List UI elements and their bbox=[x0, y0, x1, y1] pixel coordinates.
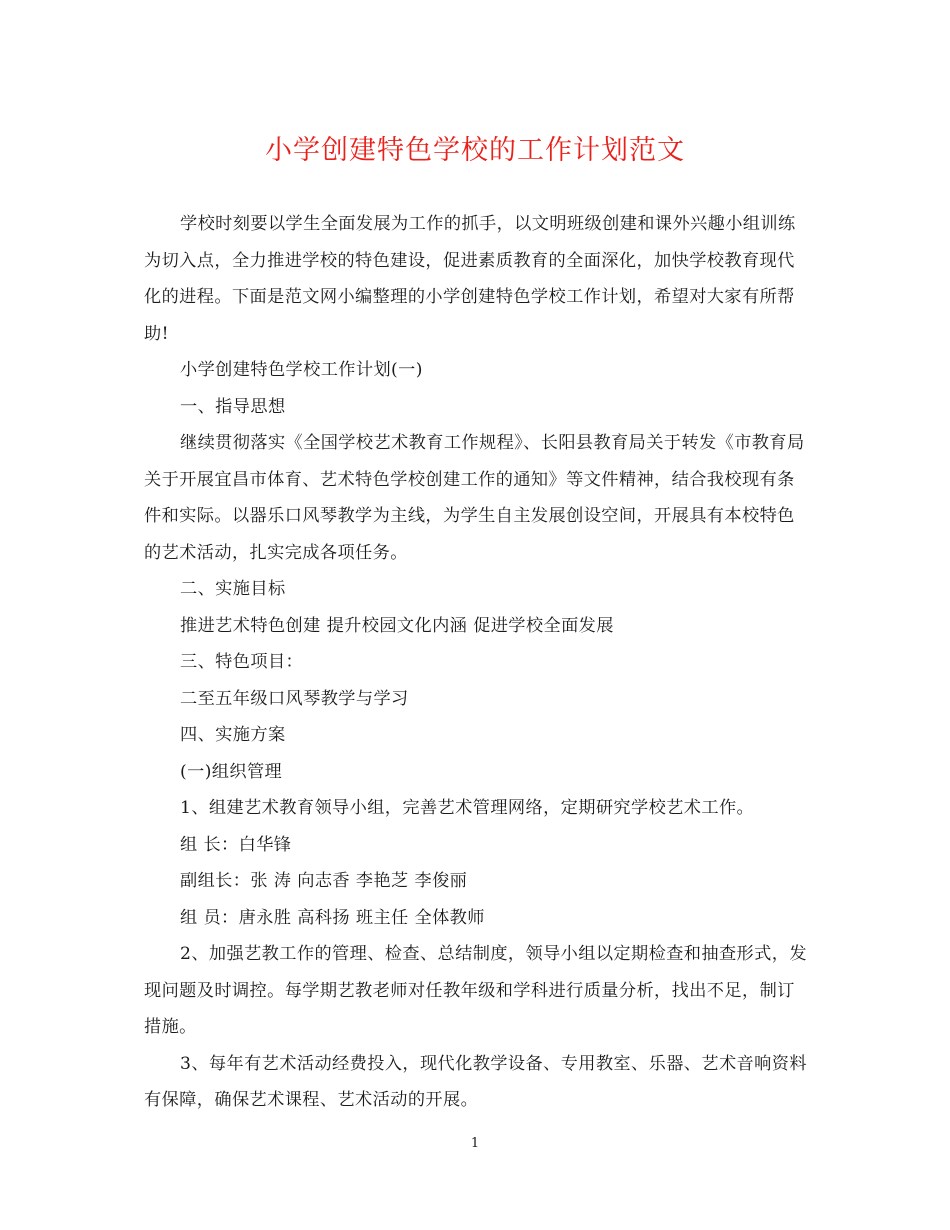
section-heading-goals: 二、实施目标 bbox=[180, 579, 286, 599]
subsection-heading-organization: (一)组织管理 bbox=[180, 761, 283, 782]
paragraph-featured-project: 二至五年级口风琴教学与学习 bbox=[180, 688, 409, 709]
page-number: 1 bbox=[470, 1136, 480, 1151]
section-heading-featured-project: 三、特色项目： bbox=[180, 652, 304, 672]
section-heading-guiding-ideology: 一、指导思想 bbox=[180, 396, 286, 417]
paragraph-intro: 学校时刻要以学生全面发展为工作的抓手，以文明班级创建和课外兴趣小组训练为切入点，全力推进学校的特色建设，促进素质教育的全面深化，加快学校教育现代化的进程。下面是范文网小编整理的小学创建特色学校工作计划，希望对大家有所帮助! bbox=[144, 214, 796, 344]
section-heading-implementation: 四、实施方案 bbox=[180, 725, 286, 745]
document-title: 小学创建特色学校的工作计划范文 bbox=[265, 135, 685, 166]
paragraph-item-3: 3、每年有艺术活动经费投入，现代化教学设备、专用教室、乐器、艺术音响资料有保障，确保艺术课程、艺术活动的开展。 bbox=[144, 1053, 807, 1110]
paragraph-leader: 组 长：白华锋 bbox=[180, 834, 292, 855]
paragraph-goals: 推进艺术特色创建 提升校园文化内涵 促进学校全面发展 bbox=[180, 615, 614, 636]
paragraph-plan-heading: 小学创建特色学校工作计划(一) bbox=[180, 360, 423, 380]
paragraph-item-2: 2、加强艺教工作的管理、检查、总结制度，领导小组以定期检查和抽查形式，发现问题及时调控。每学期艺教老师对任教年级和学科进行质量分析，找出不足，制订措施。 bbox=[144, 944, 807, 1037]
paragraph-item-1: 1、组建艺术教育领导小组，完善艺术管理网络，定期研究学校艺术工作。 bbox=[180, 798, 755, 818]
document-body bbox=[144, 206, 810, 1119]
paragraph-deputy-leaders: 副组长：张 涛 向志香 李艳芝 李俊丽 bbox=[180, 871, 468, 891]
paragraph-guiding-ideology: 继续贯彻落实《全国学校艺术教育工作规程》、长阳县教育局关于转发《市教育局关于开展宜昌市体育、艺术特色学校创建工作的通知》等文件精神，结合我校现有条件和实际。以器乐口风琴教学为主线，为学生自主发展创设空间，开展具有本校特色的艺术活动，扎实完成各项任务。 bbox=[144, 433, 805, 563]
paragraph-members: 组 员：唐永胜 高科扬 班主任 全体教师 bbox=[180, 907, 485, 928]
